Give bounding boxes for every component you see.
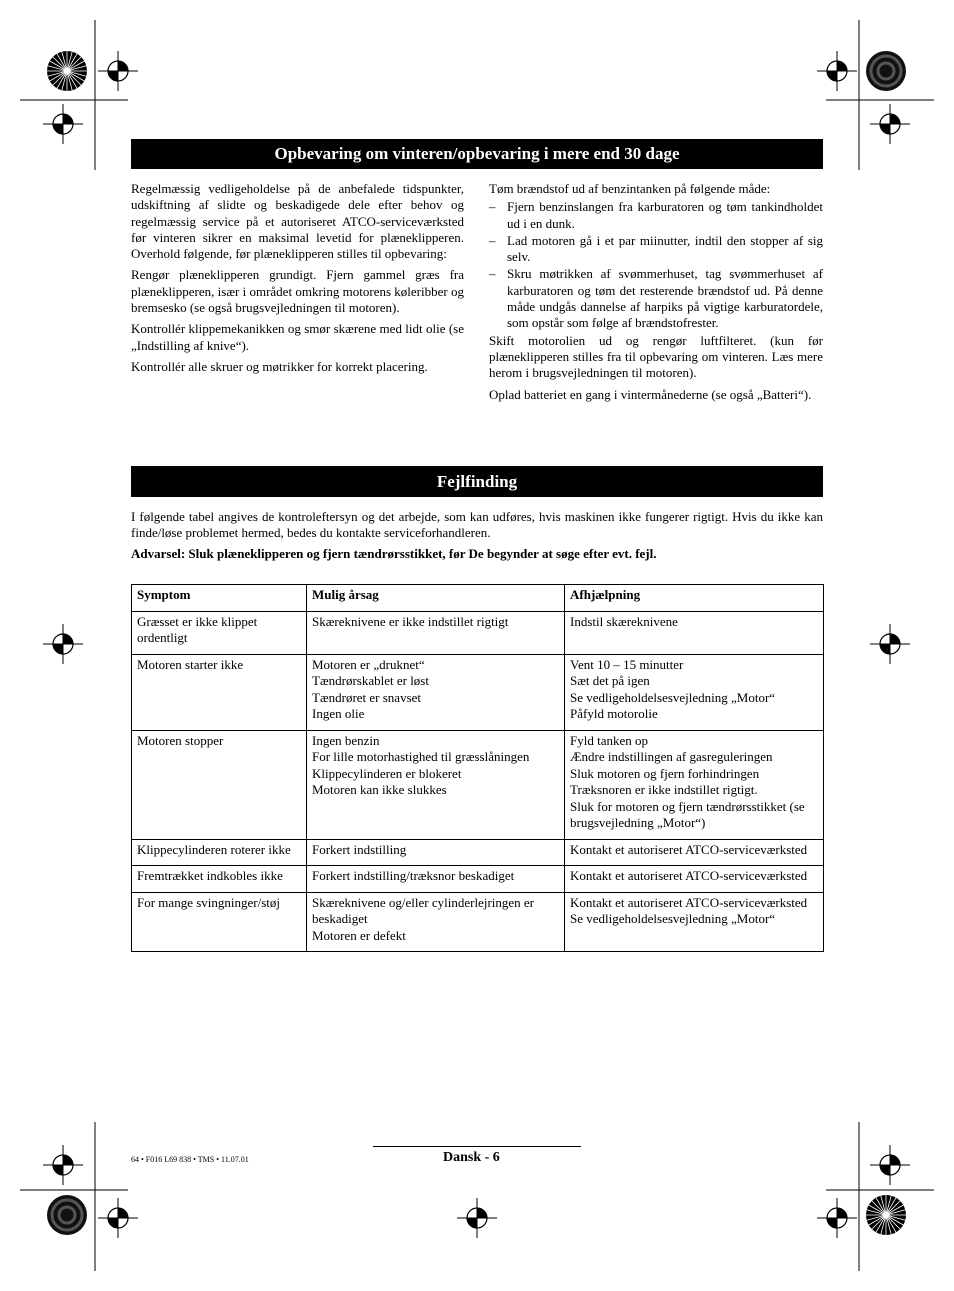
symptom-cell (132, 839, 307, 866)
table-header-row (132, 585, 824, 612)
remedy-cell (565, 866, 824, 893)
cell-line: Indstil skæreknivene (570, 613, 678, 629)
remedy-cell (565, 839, 824, 866)
cell-line: Græsset er ikke klippet ordentligt (137, 613, 258, 645)
fuel-intro: Tøm brændstof ud af benzintanken på følgende måde: (489, 181, 771, 196)
table-row (132, 654, 824, 730)
warning-text: Advarsel: Sluk plæneklipperen og fjern tændrørsstikket, før De begynder at søge efter evt. fejl. (131, 545, 657, 561)
intro-text: I følgende tabel angives de kontroleftersyn og det arbejde, som kan udføres, hvis maskinen ikke fungerer rigtigt. Hvis du ikke kan finde/løse problemet hermed, bedes du kontakte serviceforhandleren. (131, 509, 823, 541)
page-number: Dansk - 6 (443, 1150, 500, 1165)
cell-line: Skæreknivene er ikke indstillet rigtigt (312, 613, 509, 629)
remedy-cell (565, 654, 824, 730)
paragraph: Skift motorolien ud og rengør luftfilteret. (kun før plæneklipperen stilles fra til opbevaring om vinteren. Læs mere herom i brugsvejledningen til motoren). (489, 332, 823, 381)
troubleshooting-intro (131, 509, 823, 562)
symptom-cell (132, 892, 307, 952)
cell-line: Forkert indstilling/træksnor beskadiget (312, 868, 515, 883)
section-heading-winter-storage: Opbevaring om vinteren/opbevaring i mere end 30 dage (131, 139, 823, 169)
column-header-cause: Mulig årsag (307, 585, 565, 612)
cause-cell (307, 730, 565, 839)
remedy-cell (565, 892, 824, 952)
cell-line: Kontakt et autoriseret ATCO-serviceværksted (570, 841, 808, 857)
cell-line: Se vedligeholdelsesvejledning „Motor“ (570, 911, 776, 926)
list-item: – Skru møtrikken af svømmerhuset, tag svømmerhuset af karburatoren og tøm det resterende brændstof ud. På denne måde undgås dannelse af harpiks på vigtige karburatordele, som opstår som følge af brændstofrester. (489, 266, 823, 331)
paragraph: Regelmæssig vedligeholdelse på de anbefalede tidspunkter, udskiftning af slidte og beskadigede dele efter behov og regelmæssig service på et autoriseret ATCO-serviceværksted før vinteren sikrer en maksimal levetid for plæneklipperen. Overhold følgende, før plæneklipperen stilles til opbevaring: (131, 181, 464, 262)
section-heading-troubleshooting: Fejlfinding (131, 466, 823, 497)
cause-cell (307, 866, 565, 893)
cell-line: Ingen benzin (312, 732, 380, 748)
footer-rule (373, 1146, 581, 1147)
cell-line: Sluk motoren og fjern forhindringen (570, 765, 760, 781)
cell-line: Klippecylinderen roterer ikke (137, 841, 291, 857)
symptom-cell (132, 730, 307, 839)
cell-line: Sluk for motoren og fjern tændrørsstikket (se brugsvejledning „Motor“) (570, 798, 805, 830)
table-row (132, 611, 824, 654)
list-item: – Fjern benzinslangen fra karburatoren og tøm tankindholdet ud i en dunk. (489, 199, 823, 232)
column-header-symptom: Symptom (132, 585, 307, 612)
cell-line: Fremtrækket indkobles ikke (137, 868, 283, 883)
cell-line: Ingen olie (312, 706, 365, 721)
fuel-steps-list (489, 199, 823, 331)
symptom-cell (132, 611, 307, 654)
cell-line: Tændrøret er snavset (312, 689, 422, 705)
cell-line: Se vedligeholdelsesvejledning „Motor“ (570, 689, 776, 705)
cell-line: Vent 10 – 15 minutter (570, 656, 684, 672)
cell-line: Motoren kan ikke slukkes (312, 782, 447, 797)
remedy-cell (565, 730, 824, 839)
troubleshooting-table (131, 584, 824, 952)
cell-line: Kontakt et autoriseret ATCO-serviceværksted (570, 894, 808, 910)
cause-cell (307, 654, 565, 730)
table-row (132, 839, 824, 866)
table-row (132, 730, 824, 839)
paragraph: Oplad batteriet en gang i vintermånederne (se også „Batteri“). (489, 386, 812, 402)
table-row (132, 892, 824, 952)
cell-line: Motoren er defekt (312, 927, 406, 943)
cell-line: Sæt det på igen (570, 673, 650, 688)
cell-line: Ændre indstillingen af gasreguleringen (570, 749, 773, 764)
cell-line: Træksnoren er ikke indstillet rigtigt. (570, 782, 758, 797)
cell-line: Forkert indstilling (312, 841, 407, 857)
cell-line: Fyld tanken op (570, 732, 648, 748)
cell-line: Tændrørskablet er løst (312, 673, 429, 688)
list-item: – Lad motoren gå i et par miinutter, indtil den stopper af sig selv. (489, 233, 823, 266)
cell-line: Skæreknivene og/eller cylinderlejringen er beskadiget (312, 894, 535, 926)
cause-cell (307, 611, 565, 654)
remedy-cell (565, 611, 824, 654)
table-row (132, 866, 824, 893)
winter-storage-left-column (131, 181, 464, 380)
cause-cell (307, 892, 565, 952)
symptom-cell (132, 654, 307, 730)
paragraph: Kontrollér alle skruer og møtrikker for korrekt placering. (131, 358, 428, 374)
cell-line: Motoren starter ikke (137, 656, 244, 672)
paragraph: Kontrollér klippemekanikken og smør skærene med lidt olie (se „Indstilling af knive“). (131, 321, 464, 353)
footer-print-code: 64 • F016 L69 838 • TMS • 11.07.01 (131, 1155, 249, 1164)
cell-line: Motoren stopper (137, 732, 224, 748)
cell-line: For mange svingninger/støj (137, 894, 280, 910)
cell-line: For lille motorhastighed til græsslåningen (312, 749, 530, 764)
column-header-remedy: Afhjælpning (565, 585, 824, 612)
cause-cell (307, 839, 565, 866)
cell-line: Klippecylinderen er blokeret (312, 765, 462, 781)
cell-line: Kontakt et autoriseret ATCO-serviceværksted (570, 868, 808, 883)
cell-line: Motoren er „druknet“ (312, 656, 425, 672)
paragraph: Rengør plæneklipperen grundigt. Fjern gammel græs fra plæneklipperen, især i området omkring motorens køleribber og bremsesko (se også brugsvejledningen til motoren). (131, 267, 464, 316)
symptom-cell (132, 866, 307, 893)
winter-storage-right-column (489, 181, 823, 408)
cell-line: Påfyld motorolie (570, 706, 658, 721)
